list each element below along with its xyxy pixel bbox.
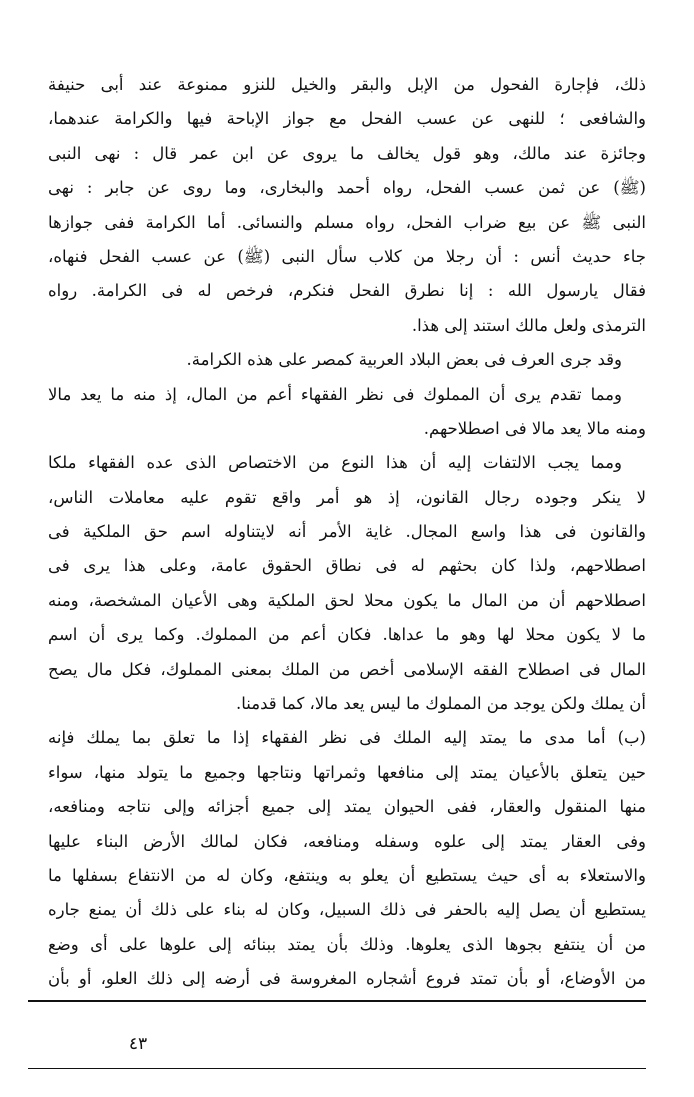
text-line: أن يملك ولكن يوجد من المملوك ما ليس يعد مالا، كما قدمنا. xyxy=(236,694,646,714)
body-text xyxy=(48,68,646,997)
text-line: ومنه مالا يعد مالا فى اصطلاحهم. xyxy=(423,418,646,438)
text-line: ومما تقدم يرى أن المملوك فى نظر الفقهاء أعم من المال، إذ منه ما يعد مالا xyxy=(48,384,622,404)
text-line: منها المنقول والعقار، ففى الحيوان يمتد إلى جميع أجزائه وإلى نتاجه ومنافعه، xyxy=(48,797,646,817)
footer-rule-top xyxy=(28,1000,646,1002)
text-line: (ب) أما مدى ما يمتد إليه الملك فى نظر الفقهاء إذا ما تعلق بما يملك فإنه xyxy=(48,728,646,748)
text-line: ما لا يكون محلا لها وهو ما عداها. فكان أعم من المملوك. وكما يرى أن اسم xyxy=(48,625,646,645)
text-line: ومما يجب الالتفات إليه أن هذا النوع من الاختصاص الذى عده الفقهاء ملكا xyxy=(48,453,622,473)
text-line: فقال يارسول الله : إنا نطرق الفحل فنكرم، فرخص له فى الكرامة. رواه xyxy=(48,281,646,301)
text-line: لا ينكر وجوده رجال القانون، إذ هو أمر واقع تقوم عليه معاملات الناس، xyxy=(48,487,646,507)
text-line: المال فى اصطلاح الفقه الإسلامى أخص من الملك بمعنى المملوك، فكل مال يصح xyxy=(48,659,646,679)
text-line: اصطلاحهم أن من المال ما يكون محلا لحق الملكية وهى الأعيان المشخصة، ومنه xyxy=(48,590,646,610)
footer-rule-bottom xyxy=(28,1068,646,1069)
text-line: النبى ﷺ عن بيع ضراب الفحل، رواه مسلم والنسائى. أما الكرامة ففى جوازها xyxy=(48,212,646,232)
page-number: ٤٣ xyxy=(128,1034,148,1054)
text-line: حين يتعلق بالأعيان يمتد إلى منافعها وثمراتها ونتاجها وجميع ما يتولد منها، سواء xyxy=(48,762,646,782)
text-line: من أن ينتفع بجوها الذى يعلوها. وذلك بأن يمتد ببنائه إلى علوها على أى وضع xyxy=(48,934,646,954)
text-line: والقانون فى هذا واسع المجال. غاية الأمر أنه لايتناوله اسم حق الملكية فى xyxy=(48,522,646,542)
text-line: والاستعلاء به أى حيث يستطيع أن يعلو به وينتفع، وكان له من الانتفاع بسفلها ما xyxy=(48,865,646,885)
text-line: جاء حديث أنس : أن رجلا من كلاب سأل النبى (ﷺ) عن عسب الفحل فنهاه، xyxy=(48,246,646,266)
text-line: (ﷺ) عن ثمن عسب الفحل، رواه أحمد والبخارى، وما روى عن جابر : نهى xyxy=(48,178,646,198)
text-line: من الأوضاع، أو بأن تمتد فروع أشجاره المغروسة فى أرضه إلى ذلك العلو، أو بأن xyxy=(48,969,646,989)
text-line: الترمذى ولعل مالك استند إلى هذا. xyxy=(411,315,646,335)
text-line: ذلك، فإجارة الفحول من الإبل والبقر والخيل للنزو ممنوعة عند أبى حنيفة xyxy=(48,75,646,94)
text-line: والشافعى ؛ للنهى عن عسب الفحل مع جواز الإباحة فيها والكرامة عندهما، xyxy=(48,109,646,129)
text-line: اصطلاحهم، ولذا كان بحثهم له فى نطاق الحقوق عامة، وعلى هذا يرى فى xyxy=(48,556,646,576)
text-line: وفى العقار يمتد إلى علوه وسفله ومنافعه، فكان لمالك الأرض البناء عليها xyxy=(48,831,646,851)
text-line: وجائزة عند مالك، وهو قول يخالف ما يروى عن ابن عمر قال : نهى النبى xyxy=(48,143,646,163)
text-line: وقد جرى العرف فى بعض البلاد العربية كمصر على هذه الكرامة. xyxy=(186,350,622,370)
text-line: يستطيع أن يصل إليه بالحفر فى ذلك السبيل، وكان له بناء على ذلك أن يمنع جاره xyxy=(48,900,646,920)
